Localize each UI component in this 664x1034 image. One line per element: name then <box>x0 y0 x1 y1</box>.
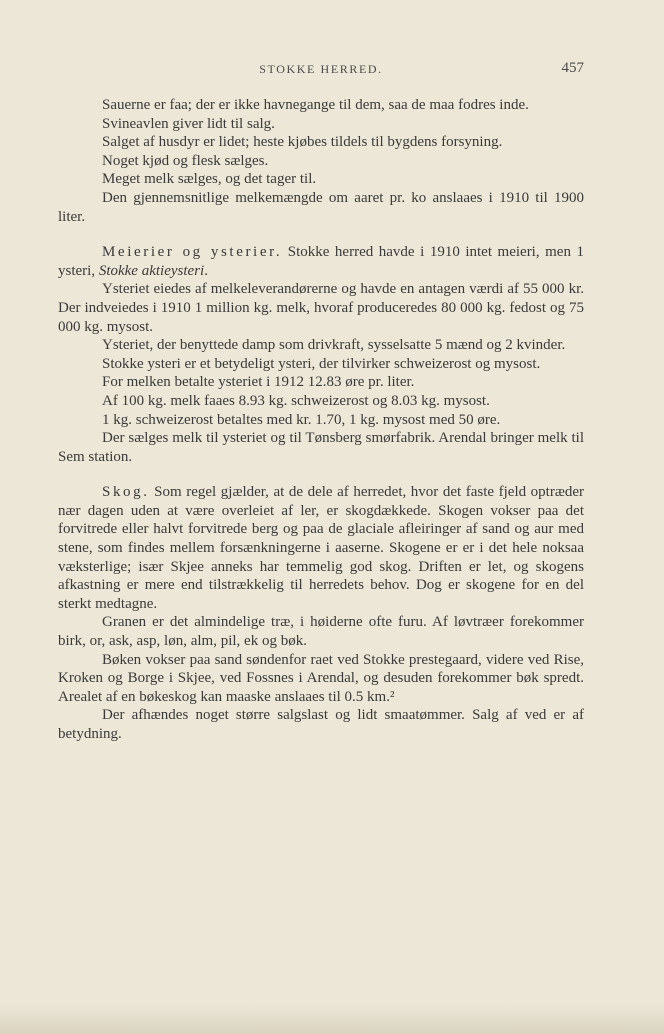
paragraph: Meget melk sælges, og det tager til. <box>102 171 317 188</box>
section-heading-meierier: Meierier og ysterier. <box>102 244 283 261</box>
section-paragraph-skog <box>58 483 584 613</box>
paragraph: Granen er det almindelige træ, i høiderne ofte furu. Af løvtræer forekommer birk, or, ask, asp, løn, alm, pil, ek og bøk. <box>58 614 584 650</box>
paragraph-text: Som regel gjælder, at de dele af herredet, hvor det faste fjeld optræder nær dagen uden at være overleiet af ler, er skogdækkede. Skogen vokser paa det forvitrede eller halvt forvitrede berg og paa de glaciale afleiringer af sand og aur med stene, som findes mellem forsænkningerne i aaserne. Skogene er er i det hele noksaa væksterlige; især Skjee anneks har temmelig god skog. Driften er let, og skogens afkastning er mere end tilstrækkelig til herredets behov. Dog er skogene for en del sterkt medtagne. <box>58 484 584 612</box>
body-text <box>58 96 584 744</box>
paragraph: Den gjennemsnitlige melkemængde om aaret pr. ko anslaaes i 1910 til 1900 liter. <box>58 189 584 225</box>
running-head: STOKKE HERRED. <box>259 62 383 76</box>
paragraph: Noget kjød og flesk sælges. <box>102 152 269 169</box>
page-number: 457 <box>561 60 584 76</box>
paragraph: Bøken vokser paa sand søndenfor raet ved Stokke prestegaard, videre ved Rise, Kroken og Borge i Skjee, ved Fossnes i Arendal, og desuden forekommer bøk spredt. Arealet af en bøkeskog kan maaske anslaaes til 0.5 km.² <box>58 651 584 705</box>
italic-name: Stokke aktieysteri <box>98 262 205 279</box>
paragraph: Ysteriet, der benyttede damp som drivkraft, sysselsatte 5 mænd og 2 kvinder. <box>102 337 566 354</box>
section-heading-skog: Skog. <box>102 484 150 501</box>
page-header <box>58 62 584 82</box>
paragraph: Sauerne er faa; der er ikke havnegange til dem, saa de maa fodres inde. <box>102 97 529 113</box>
page-bottom-shadow <box>0 1004 664 1034</box>
paragraph: Svineavlen giver lidt til salg. <box>102 115 275 132</box>
section-paragraph-meierier <box>58 243 584 280</box>
paragraph: Ysteriet eiedes af melkeleverandørerne og havde en antagen værdi af 55 000 kr. Der indveiedes i 1910 1 million kg. melk, hvoraf produceredes 80 000 kg. fedost og 75 000 kg. mysost. <box>58 281 584 335</box>
paragraph-tail: . <box>204 262 208 279</box>
paragraph: Der afhændes noget større salgslast og lidt smaatømmer. Salg af ved er af betydning. <box>58 707 584 742</box>
paragraph: Der sælges melk til ysteriet og til Tønsberg smørfabrik. Arendal bringer melk til Sem station. <box>58 430 584 465</box>
paragraph-text: Stokke herred havde i 1910 intet meieri, men 1 ysteri, <box>58 244 584 279</box>
paragraph: Salget af husdyr er lidet; heste kjøbes tildels til bygdens forsyning. <box>102 134 503 151</box>
paragraph: 1 kg. schweizerost betaltes med kr. 1.70, 1 kg. mysost med 50 øre. <box>102 411 501 428</box>
paragraph: Stokke ysteri er et betydeligt ysteri, der tilvirker schweizerost og mysost. <box>102 355 541 372</box>
paragraph: For melken betalte ysteriet i 1912 12.83 øre pr. liter. <box>102 374 415 391</box>
paragraph: Af 100 kg. melk faaes 8.93 kg. schweizerost og 8.03 kg. mysost. <box>102 392 490 409</box>
